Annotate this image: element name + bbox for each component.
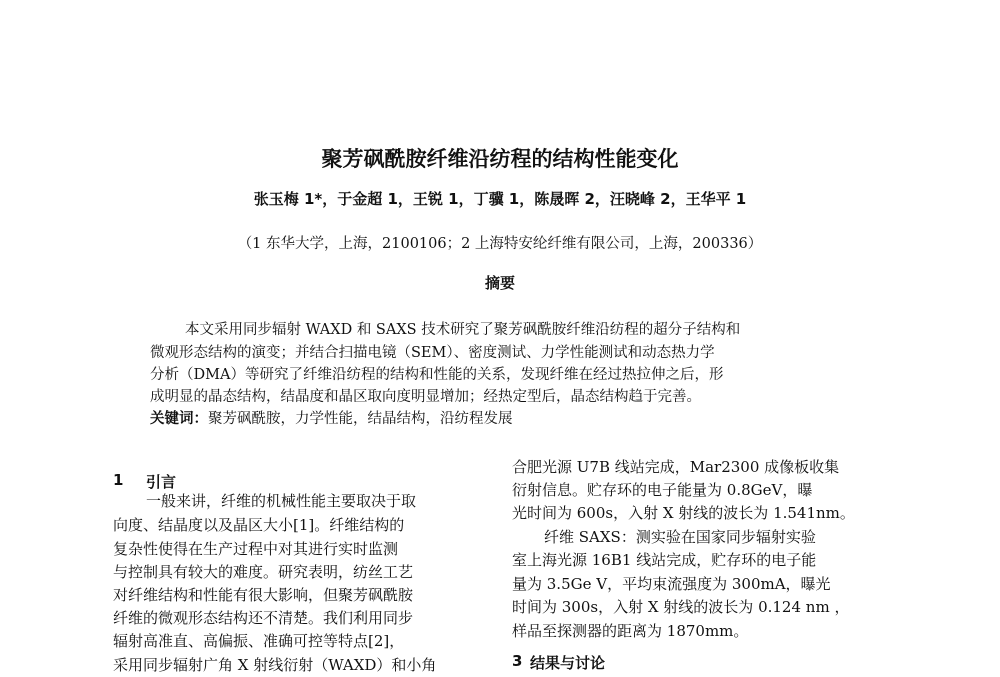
body-line: 对纤维结构和性能有很大影响，但聚芳砜酰胺 (113, 586, 414, 604)
affiliation: （1 东华大学，上海，2100106；2 上海特安纶纤维有限公司，上海，200336） (237, 236, 763, 252)
section-1-number: 1 (113, 471, 124, 489)
keywords (150, 407, 513, 428)
abstract-line: 成明显的晶态结构，结晶度和晶区取向度明显增加；经热定型后，晶态结构趋于完善。 (150, 389, 701, 405)
body-line: 一般来讲，纤维的机械性能主要取决于取 (146, 492, 417, 510)
section-3-title: 结果与讨论 (530, 654, 606, 672)
keywords-label: 关键词： (150, 411, 208, 427)
author-list: 张玉梅 1*，于金超 1，王锐 1，丁骥 1，陈晟晖 2，汪晓峰 2，王华平 1 (253, 190, 747, 208)
body-line: 光时间为 600s，入射 X 射线的波长为 1.541nm。 (512, 504, 855, 522)
body-line: 室上海光源 16B1 线站完成，贮存环的电子能 (512, 551, 817, 569)
body-line: 向度、结晶度以及晶区大小[1]。纤维结构的 (113, 516, 405, 534)
body-line: 纤维的微观形态结构还不清楚。我们利用同步 (113, 609, 414, 627)
paper-title: 聚芳砜酰胺纤维沿纺程的结构性能变化 (321, 147, 679, 171)
abstract-heading: 摘要 (484, 274, 515, 292)
abstract-line: 本文采用同步辐射 WAXD 和 SAXS 技术研究了聚芳砜酰胺纤维沿纺程的超分子结构和 (185, 322, 741, 338)
section-3-number: 3 (512, 652, 523, 670)
body-line: 纤维 SAXS：测实验在国家同步辐射实验 (544, 528, 816, 546)
body-line: 采用同步辐射广角 X 射线衍射（WAXD）和小角 (113, 656, 437, 674)
body-line: 衍射信息。贮存环的电子能量为 0.8GeV，曝 (512, 481, 813, 499)
abstract-line: 微观形态结构的演变；并结合扫描电镜（SEM）、密度测试、力学性能测试和动态热力学 (150, 345, 715, 361)
keywords-text: 聚芳砜酰胺，力学性能，结晶结构，沿纺程发展 (208, 411, 513, 427)
body-line: 时间为 300s，入射 X 射线的波长为 0.124 nm ， (512, 598, 850, 616)
body-line: 复杂性使得在生产过程中对其进行实时监测 (113, 540, 399, 558)
body-line: 与控制具有较大的难度。研究表明，纺丝工艺 (113, 563, 414, 581)
abstract-line: 分析（DMA）等研究了纤维沿纺程的结构和性能的关系，发现纤维在经过热拉伸之后，形 (150, 367, 724, 383)
section-1-title: 引言 (146, 473, 177, 491)
body-line: 合肥光源 U7B 线站完成，Mar2300 成像板收集 (512, 458, 840, 476)
body-line: 辐射高准直、高偏振、准确可控等特点[2]， (113, 632, 405, 650)
body-line: 样品至探测器的距离为 1870mm。 (512, 622, 749, 640)
body-line: 量为 3.5Ge V，平均束流强度为 300mA，曝光 (512, 575, 831, 593)
